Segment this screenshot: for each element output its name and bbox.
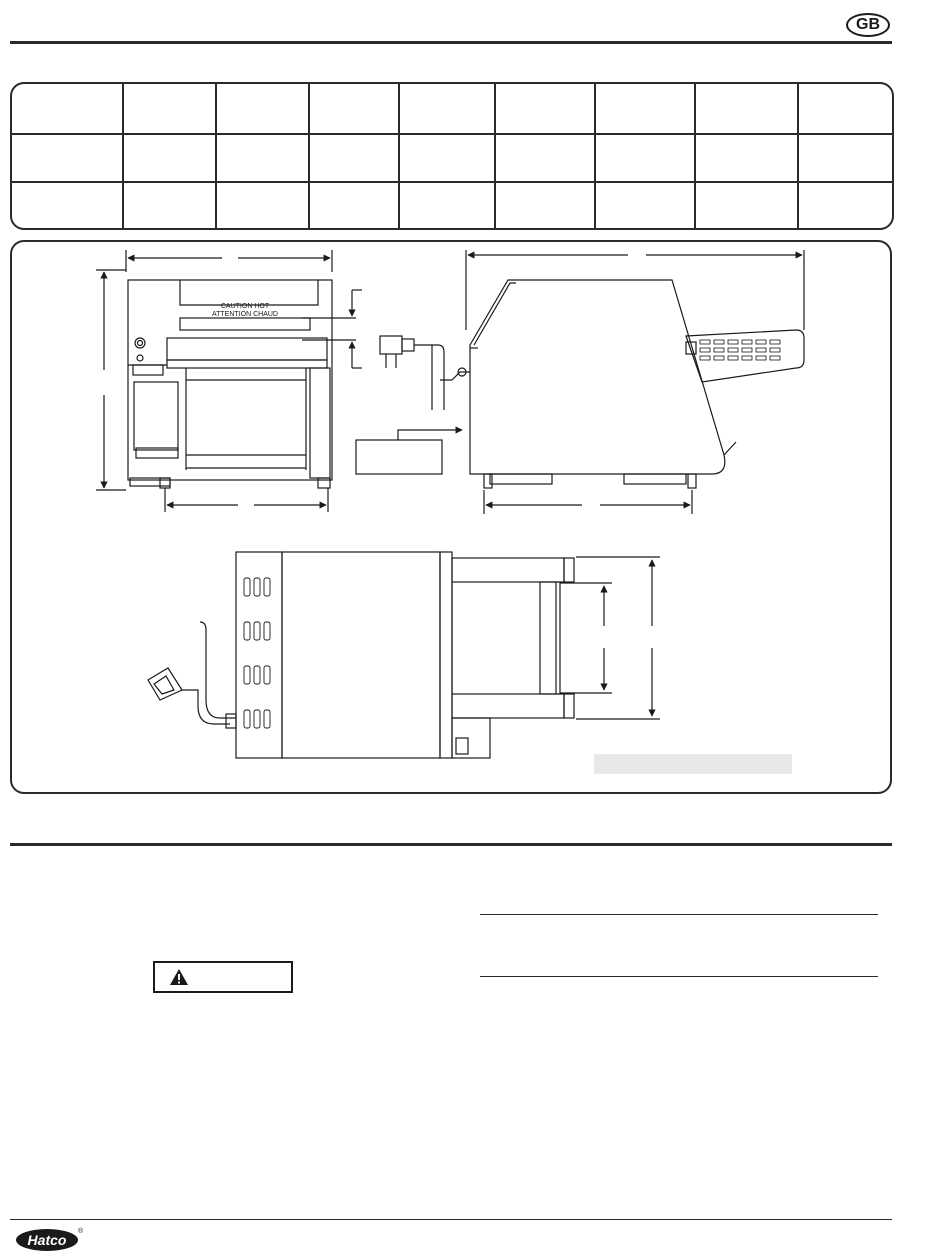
callout-box [356,430,462,474]
warning-box [153,961,293,993]
top-view-drawing [148,552,660,758]
right-column-rule-bottom [480,976,878,977]
section-rule [10,843,892,846]
front-view-drawing [96,250,362,512]
side-view-drawing [440,250,804,514]
warning-triangle-icon [169,968,189,986]
caution-label-line1: CAUTION HOT [220,303,270,310]
brand-logo-registered: ® [78,1228,84,1235]
drawing-note-bar [594,754,792,774]
brand-logo-mark [14,1226,84,1254]
brand-logo [14,1226,84,1254]
power-plug-drawing [380,336,444,410]
footer-rule [10,1219,892,1220]
brand-logo-text: Hatco [27,1232,67,1248]
language-badge-label: GB [856,16,880,33]
right-column-rule-top [480,914,878,915]
caution-label-line2: ATTENTION CHAUD [212,311,278,318]
